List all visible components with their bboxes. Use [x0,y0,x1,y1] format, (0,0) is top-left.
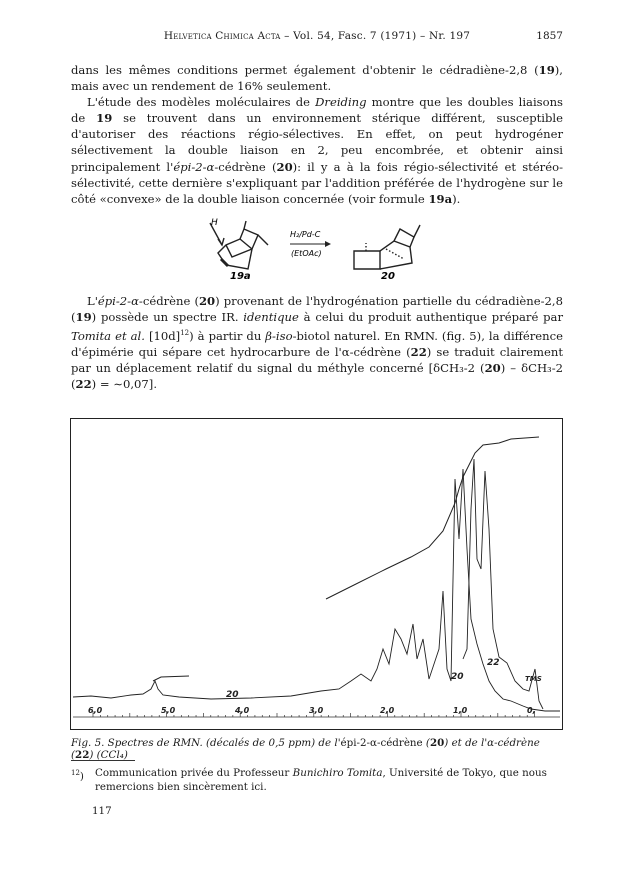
figure-caption: Fig. 5. Spectres de RMN. (décalés de 0,5 ppm) de l'épi-2-α-cédrène (20) et de l'α-cédrène (22) (CCl₄) [71,737,540,761]
label-22-peak: 22 [487,658,500,668]
tick-label-0: 0, [527,706,536,715]
tick-label-2: 2,0 [380,706,395,715]
structure-20 [354,225,420,269]
paragraph-3: L'épi-2-α-cédrène (20) provenant de l'hydrogénation partielle du cédradiène-2,8 (19) possède un spectre IR. identique à celui du produit authentique préparé par Tomita et al. $[10d]^{12}$) à partir du β-iso-biotol naturel. En RMN. (fig. 5), la différence d'épimérie qui sépare cet hydrocarbure de l'α-cédrène (22) se traduit clairement par un déplacement relatif du signal du méthyle concerné [δCH₃-2 (20) – δCH₃-2 (22) = ∼0,07]. [71,294,563,392]
reagent-label: H₂/Pd-C [290,230,321,239]
label-20-baseline: 20 [226,690,239,700]
label-tms: TMS [525,675,542,683]
h-label: H [211,218,218,228]
page-number: 1857 [536,30,563,42]
signature-mark: 117 [92,805,112,817]
tick-label-3: 3,0 [309,706,324,715]
label-19a: 19a [230,271,251,282]
body-text-top [71,62,563,207]
body-text-middle [71,293,563,392]
structure-19a [210,221,268,269]
reaction-scheme [0,215,624,285]
tick-label-6: 6,0 [88,706,103,715]
journal-details: Vol. 54, Fasc. 7 (1971) – Nr. 197 [293,30,471,42]
paragraph-1: dans les mêmes conditions permet également d'obtenir le cédradiène-2,8 (19), mais avec un rendement de 16% seulement. [71,63,563,94]
tick-label-4: 4,0 [235,706,250,715]
tick-label-1: 1,0 [453,706,468,715]
journal-name: Helvetica Chimica Acta [163,30,281,42]
paragraph-2: L'étude des modèles moléculaires de Dreiding montre que les doubles liaisons de 19 se trouvent dans un environnement stérique différent, susceptible d'autoriser des réactions régio-sélectives. En effet, on peut hydrogéner sélectivement la double liaison en 2, peu encombrée, et obtenir ainsi principalement l'épi-2-α-cédrène (20): il y a à la fois régio-sélectivité et stéréo-sélectivité, cette dernière s'expliquant par l'addition préférée de l'hydrogène sur le côté «convexe» de la double liaison concernée (voir formule 19a). [71,95,564,206]
label-20-peak: 20 [451,672,464,682]
footnote-rule [71,760,135,761]
solvent-label: (EtOAc) [291,249,322,258]
footnote: $^{12}$) Communication privée du Professeur Bunichiro Tomita, Université de Tokyo, que nous remercions bien sincèrement ici. [71,767,547,793]
spectrum-trace-22 [463,459,543,709]
tick-label-5: 5,0 [161,706,176,715]
label-20: 20 [381,271,395,282]
nmr-spectrum-figure [70,418,563,730]
